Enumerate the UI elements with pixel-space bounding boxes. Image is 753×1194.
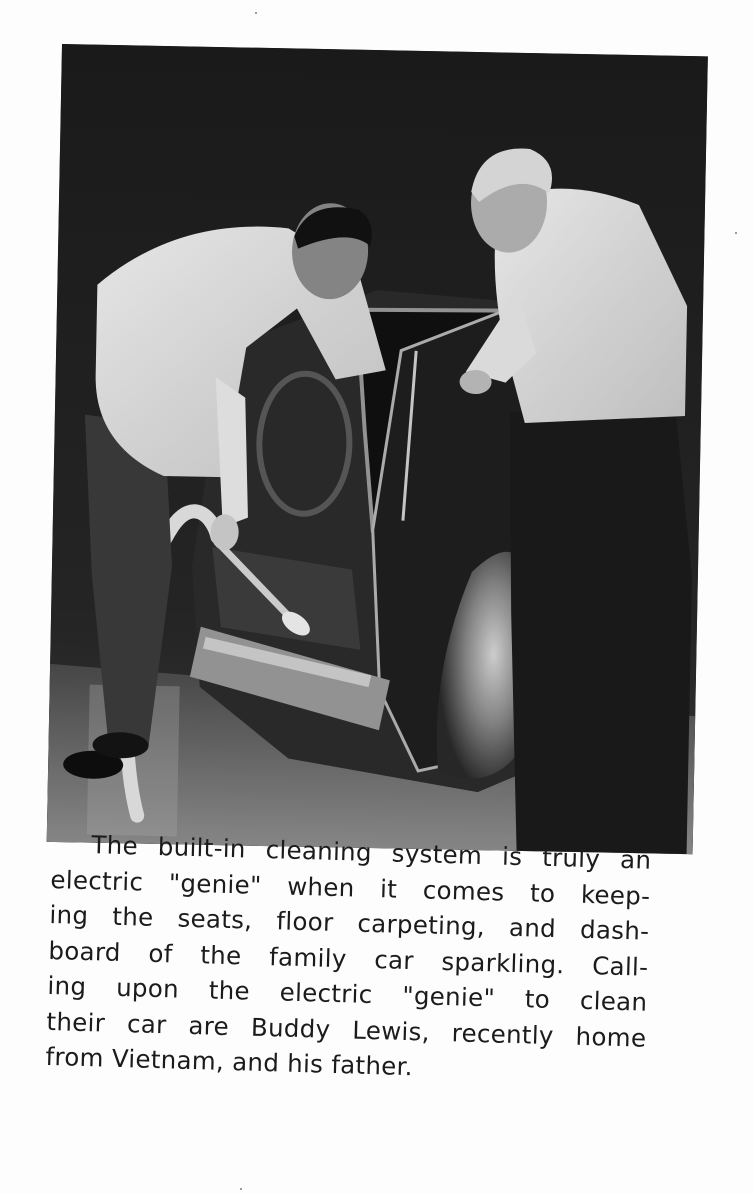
- caption-line: The built-in cleaning system is truly an: [91, 830, 652, 875]
- caption-line: ing the seats, floor carpeting, and dash-: [49, 899, 650, 946]
- caption-line: board of the family car sparkling. Call-: [48, 935, 649, 982]
- scan-speck: [255, 12, 257, 14]
- caption-line: ing upon the electric "genie" to clean: [47, 970, 648, 1017]
- scan-speck: [735, 232, 737, 234]
- photo-illustration: [47, 44, 708, 854]
- caption-line: their car are Buddy Lewis, recently home: [46, 1006, 647, 1053]
- scan-speck: [240, 1188, 242, 1190]
- caption-line: from Vietnam, and his father.: [45, 1041, 414, 1082]
- photo-caption: [45, 826, 652, 1091]
- halftone-photo: [47, 44, 708, 854]
- caption-line: electric "genie" when it comes to keep-: [50, 864, 651, 911]
